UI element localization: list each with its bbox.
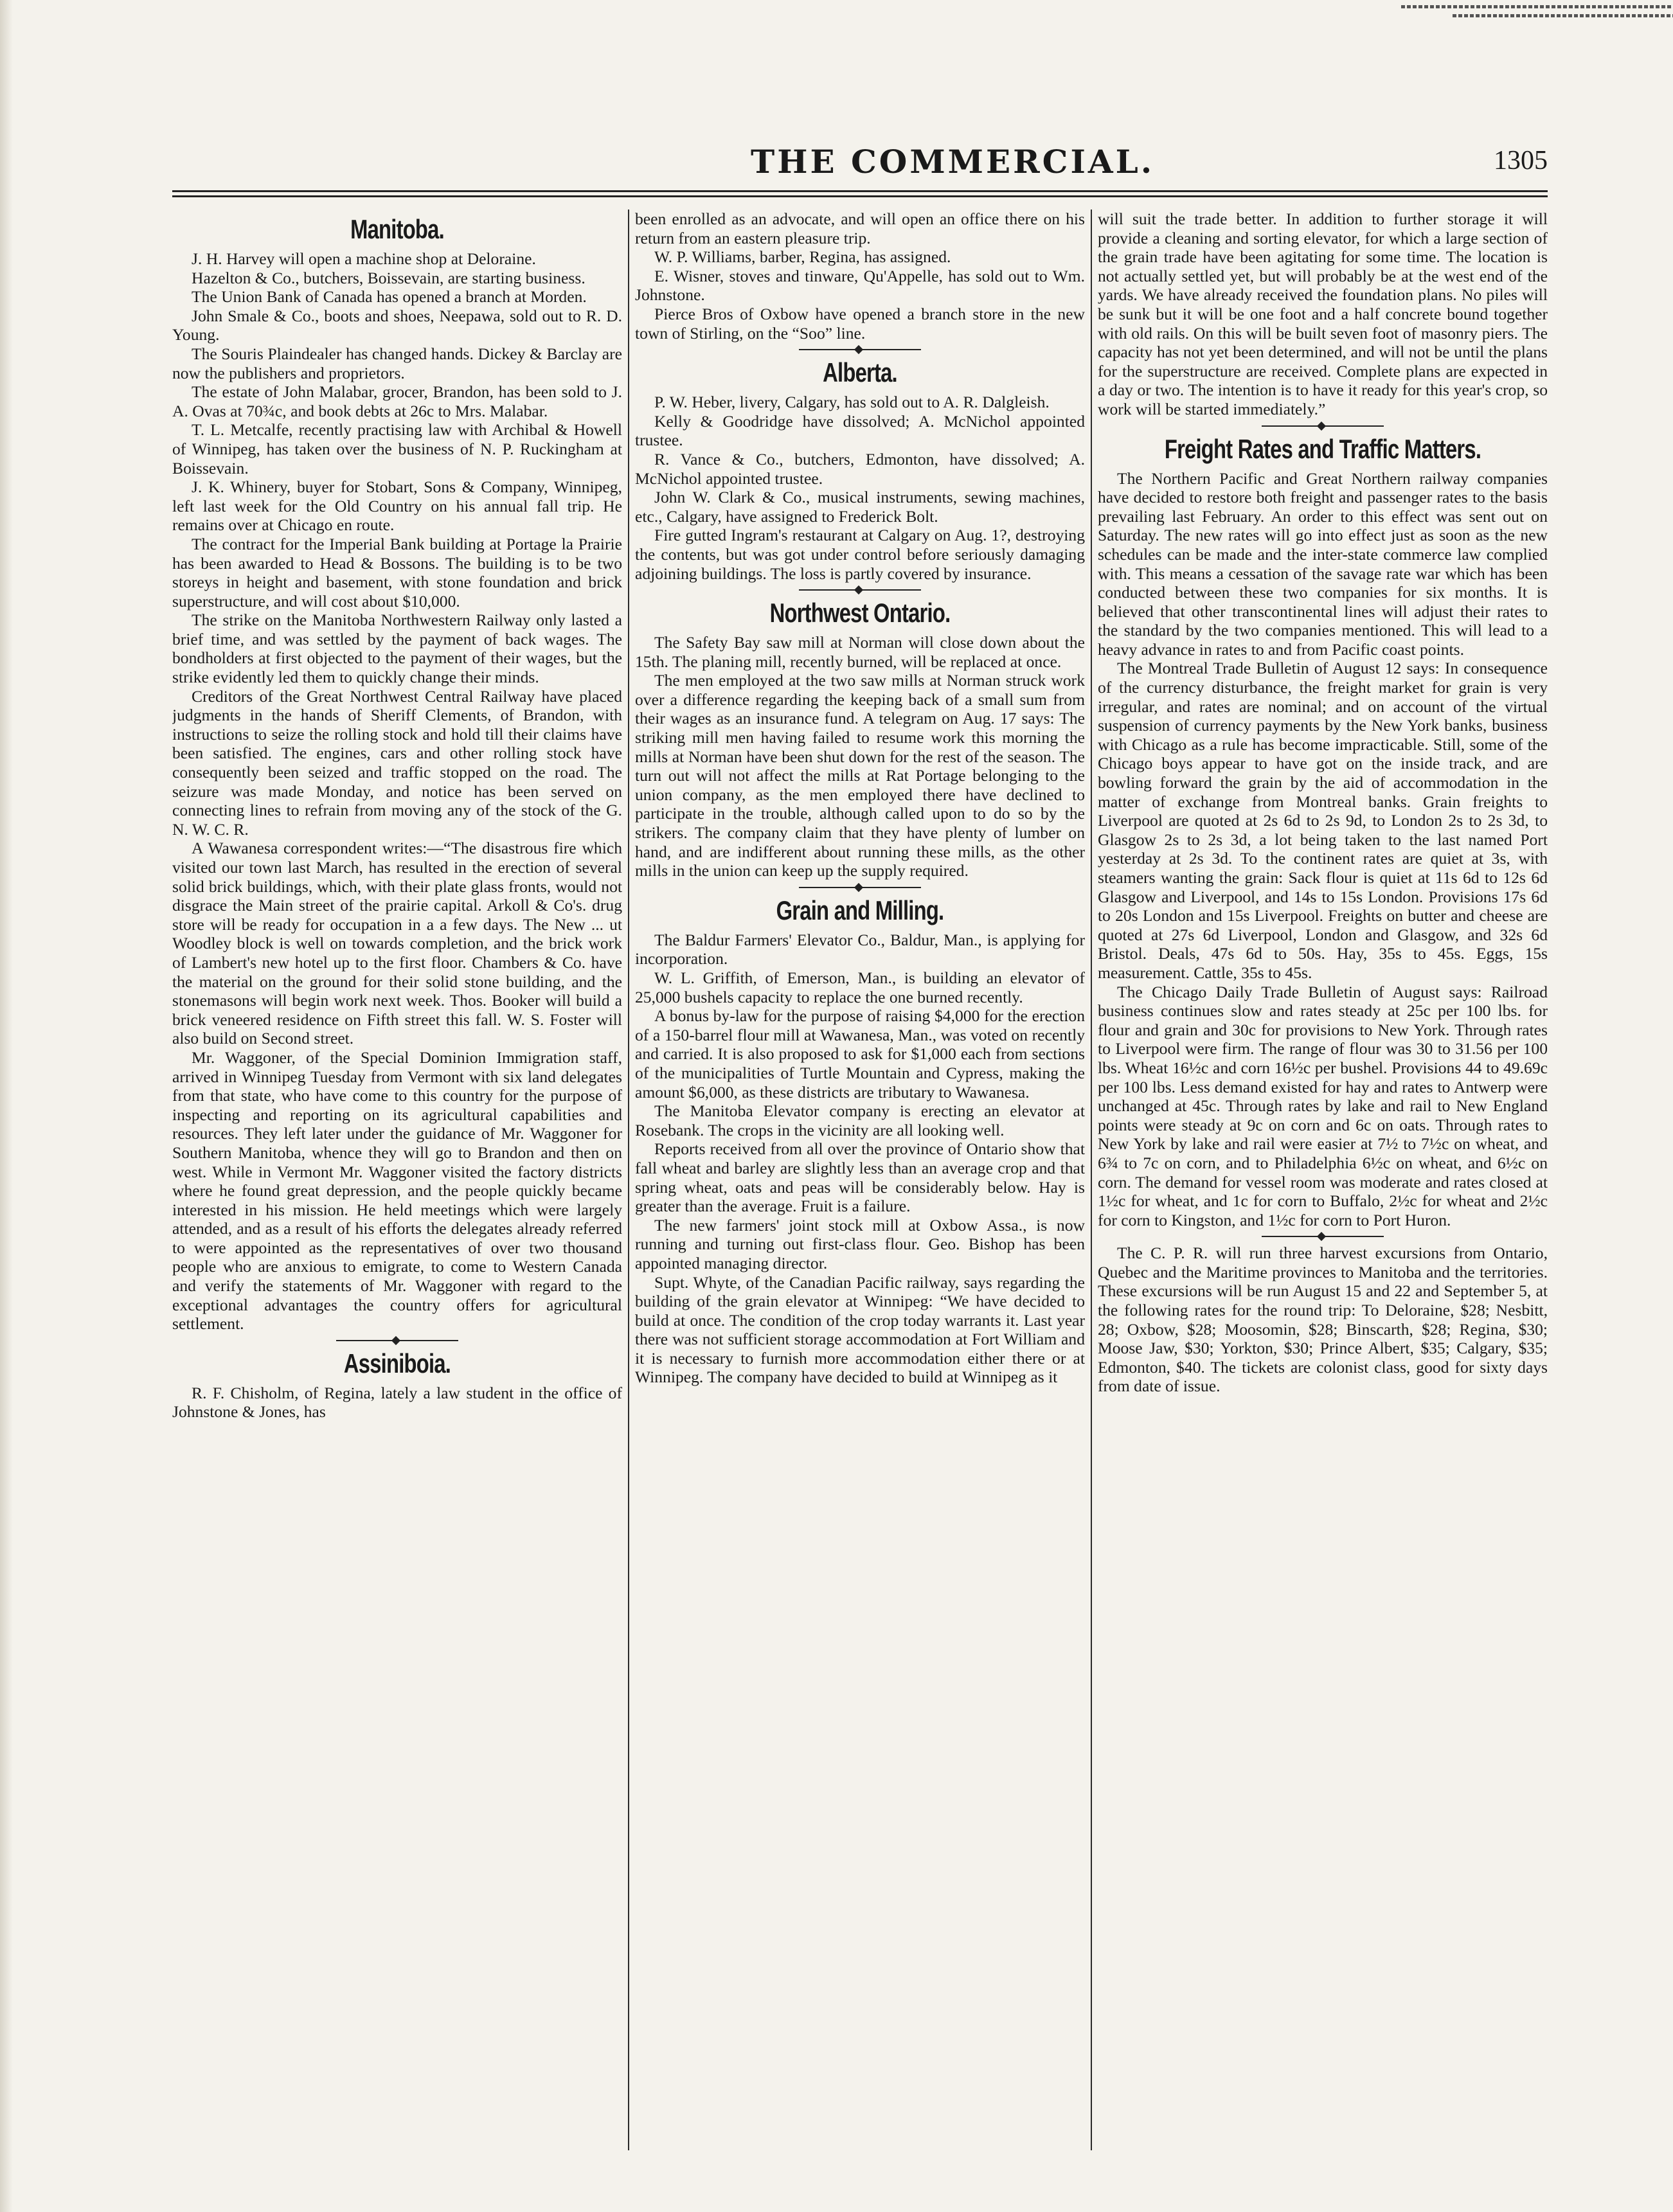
news-item: The men employed at the two saw mills at Norman struck work over a difference regarding the keeping back of a small sum from their wages as an insurance fund. A telegram on Aug. 17 says: The striking mill men having failed to resume work this morning the mills at Norman have been shut down for the rest of the season. The turn out will not affect the mills at Rat Portage belonging to the union company, as the men employed there have declined to participate in the trouble, although called upon to do so by the strikers. The company claim that they have plenty of lumber on hand, and are indifferent about running these mills, as the other mills in the union can keep up the supply required.	[635, 671, 1085, 880]
news-item: A bonus by-law for the purpose of raising $4,000 for the erection of a 150-barrel flour mill at Wawanesa, Man., was voted on recently and carried. It is also proposed to ask for $1,000 each from sections of the municipalities of Turtle Mountain and Cypress, making the amount $6,000, as these districts are tributary to Wawanesa.	[635, 1006, 1085, 1102]
news-item: Kelly & Goodridge have dissolved; A. McNichol appointed trustee.	[635, 411, 1085, 450]
section-heading-alberta: Alberta.	[823, 357, 897, 388]
news-item: P. W. Heber, livery, Calgary, has sold out to A. R. Dalgleish.	[654, 393, 1050, 412]
section-separator	[799, 887, 921, 888]
news-item: The Safety Bay saw mill at Norman will close down about the 15th. The planing mill, recently burned, will be replaced at once.	[635, 633, 1085, 671]
news-item: The Baldur Farmers' Elevator Co., Baldur, Man., is applying for incorporation.	[635, 930, 1085, 968]
news-item: R. F. Chisholm, of Regina, lately a law student in the office of Johnstone & Jones, has	[172, 1383, 622, 1422]
column-2	[635, 210, 1085, 2150]
news-item: will suit the trade better. In addition to further storage it will provide a cleaning and sorting elevator, for which a large section of the grain trade have been agitating for some time. The location is not actually settled yet, but will probably be at the west end of the yards. We have already received the foundation plans. No piles will be sunk but it will be one foot and a half concrete bound together with old rails. On this will be built seven foot of masonry piers. The capacity has not yet been determined, and will not be until the plans for the superstructure are received. Complete plans are expected in a day or two. The intention is to have it ready for this year's crop, so work will be started immediately.”	[1098, 210, 1548, 418]
news-item: The Souris Plaindealer has changed hands. Dickey & Barclay are now the publishers and proprietors.	[172, 344, 622, 382]
section-separator	[799, 589, 921, 591]
section-separator	[799, 349, 921, 350]
section-heading-northwest-ontario: Northwest Ontario.	[769, 598, 951, 629]
news-item: J. K. Whinery, buyer for Stobart, Sons & Company, Winnipeg, left last week for the Old Country on his annual fall trip. He remains over at Chicago en route.	[172, 477, 622, 535]
page-number: 1305	[1494, 146, 1548, 175]
section-separator	[1262, 425, 1384, 427]
column-divider	[628, 210, 629, 2150]
header-rule	[172, 190, 1548, 197]
news-item: The Northern Pacific and Great Northern railway companies have decided to restore both freight and passenger rates to the basis prevailing last February. An order to this effect was sent out on Saturday. The new rates will go into effect just as soon as the new schedules can be made and the inter-state commerce law complied with. This means a cessation of the savage rate war which has been conducted between these two companies for six months. It is believed that other transcontinental lines will adjust their rates to the standard by the two companies mentioned. This will lead to a heavy advance in rates to and from Pacific coast points.	[1098, 468, 1548, 659]
news-item: The estate of John Malabar, grocer, Brandon, has been sold to J. A. Ovas at 70¾c, and book debts at 26c to Mrs. Malabar.	[172, 382, 622, 420]
article-columns	[172, 210, 1548, 2150]
news-item: The contract for the Imperial Bank building at Portage la Prairie has been awarded to Head & Bossons. The building is to be two storeys in height and basement, with stone foundation and brick superstructure, and will cost about $10,000.	[172, 534, 622, 611]
news-item: John W. Clark & Co., musical instruments, sewing machines, etc., Calgary, have assigned to Frederick Bolt.	[635, 488, 1085, 526]
column-divider	[1091, 210, 1092, 2150]
news-item: Fire gutted Ingram's restaurant at Calgary on Aug. 1?, destroying the contents, but was got under control before seriously damaging adjoining buildings. The loss is partly covered by insurance.	[635, 526, 1085, 583]
section-heading-manitoba: Manitoba.	[350, 214, 444, 244]
news-item: The new farmers' joint stock mill at Oxbow Assa., is now running and turning out first-class flour. Geo. Bishop has been appointed managing director.	[635, 1215, 1085, 1272]
news-item: Reports received from all over the province of Ontario show that fall wheat and barley are slightly less than an average crop and that spring wheat, oats and peas will be considerably below. Hay is greater than the average. Fruit is a failure.	[635, 1139, 1085, 1216]
news-item: Pierce Bros of Oxbow have opened a branch store in the new town of Stirling, on the “Soo” line.	[635, 304, 1085, 343]
section-separator	[1262, 1236, 1384, 1237]
news-item: The C. P. R. will run three harvest excursions from Ontario, Quebec and the Maritime provinces to Manitoba and the territories. These excursions will be run August 15 and 22 and September 5, at the following rates for the round trip: To Deloraine, $28; Nesbitt, 28; Oxbow, $28; Moosomin, $28; Binscarth, $28; Regina, $30; Moose Jaw, $30; Yorkton, $30; Prince Albert, $35; Calgary, $35; Edmonton, $40. The tickets are colonist class, good for sixty days from date of issue.	[1098, 1244, 1548, 1396]
column-3	[1098, 210, 1548, 2150]
newspaper-title: THE COMMERCIAL.	[751, 143, 1155, 181]
section-heading-assiniboia: Assiniboia.	[343, 1348, 451, 1378]
news-item: W. P. Williams, barber, Regina, has assigned.	[654, 247, 951, 267]
news-item: The strike on the Manitoba Northwestern Railway only lasted a brief time, and was settled by the payment of back wages. The bondholders at first objected to the payment of their wages, but the strike evidently led them to quickly change their minds.	[172, 611, 622, 687]
news-item: Creditors of the Great Northwest Central Railway have placed judgments in the hands of Sheriff Clements, of Brandon, with instructions to seize the rolling stock and hold till their claims have been satisfied. The engines, cars and other rolling stock have consequently been seized and traffic stopped on the road. The seizure was made Monday, and notice has been served on connecting lines to refrain from moving any of the stock of the G. N. W. C. R.	[172, 686, 622, 839]
news-item: W. L. Griffith, of Emerson, Man., is building an elevator of 25,000 bushels capacity to replace the one burned recently.	[635, 968, 1085, 1006]
news-item: Hazelton & Co., butchers, Boissevain, are starting business.	[192, 268, 586, 287]
column-1	[172, 210, 622, 2150]
page-edge	[0, 0, 13, 2212]
news-item: John Smale & Co., boots and shoes, Neepawa, sold out to R. D. Young.	[172, 306, 622, 344]
news-item: The Manitoba Elevator company is erecting an elevator at Rosebank. The crops in the vicinity are all looking well.	[635, 1102, 1085, 1139]
section-heading-grain-milling: Grain and Milling.	[776, 895, 944, 925]
news-item: T. L. Metcalfe, recently practising law with Archibal & Howell of Winnipeg, has taken over the business of N. P. Ruckingham at Boissevain.	[172, 420, 622, 477]
section-separator	[336, 1340, 458, 1341]
news-item: R. Vance & Co., butchers, Edmonton, have dissolved; A. McNichol appointed trustee.	[635, 449, 1085, 488]
masthead	[172, 143, 1548, 181]
news-item: A Wawanesa correspondent writes:—“The disastrous fire which visited our town last March, has resulted in the erection of several solid brick buildings, which, with their plate glass fronts, would not disgrace the Main street of the prairie capital. Arkoll & Co's. drug store will be ready for occupation in a a few days. The New ... ut Woodley block is well on towards completion, and the brick work of Lambert's new hotel up to the first floor. Chambers & Co. have the material on the ground for their solid stone building, and the stonemasons will begin work next week. Thos. Booker will build a brick veneered residence on Fifth street this fall. W. S. Foster will also build on Second street.	[172, 839, 622, 1048]
news-item: Supt. Whyte, of the Canadian Pacific railway, says regarding the building of the grain elevator at Winnipeg: “We have decided to build at once. The condition of the crop today warrants it. Last year there was not sufficient storage accommodation at Fort William and it is necessary to furnish more accommodation either there or at Winnipeg. The company have decided to build at Winnipeg as it	[635, 1272, 1085, 1387]
top-rule-fragment	[1401, 5, 1673, 8]
news-item: E. Wisner, stoves and tinware, Qu'Appelle, has sold out to Wm. Johnstone.	[635, 266, 1085, 305]
news-item: The Chicago Daily Trade Bulletin of August says: Railroad business continues slow and rates steady at 25c per 100 lbs. for flour and grain and 30c for provisions to New York. Through rates to Liverpool were firm. The range of flour was 30 to 31.56 per 100 lbs. Wheat 16½c and corn 16½c per bushel. Provisions 44 to 49.69c per 100 lbs. Less demand existed for hay and rates to Antwerp were unchanged at 45c. Through rates by lake and rail to New England points were steady at 9c on corn and 6c on oats. Through rates to New York by lake and rail were easier at 7½ to 7½c on wheat, and 6¾ to 7c on corn, and to Philadelphia 6½c on wheat, and 6½c on corn. The demand for vessel room was moderate and rates closed at 1½c for wheat, and 1c for corn to Buffalo, 2½c for wheat and 2½c for corn to Kingston, and 1½c for corn to Port Huron.	[1098, 982, 1548, 1229]
news-item: The Montreal Trade Bulletin of August 12 says: In consequence of the currency disturbance, the freight market for grain is very irregular, and rates are nominal; and on account of the virtual suspension of currency payments by the New York banks, business with Chicago as a rule has become impracticable. Still, some of the Chicago boys appear to have got on the inside track, and are bowling forward the grain by the aid of accommodation in the matter of exchange from Montreal banks. Grain freights to Liverpool are quoted at 2s 6d to 2s 9d, to London 2s to 2s 3d, to Glasgow 2s to 2s 3d, a lot being taken to the last named Port yesterday at 2s 3d. To the continent rates are quiet at 3s, with steamers wanting the grain: Sack flour is quiet at 11s 6d to 12s 6d Glasgow and Liverpool, and 14s to 15s London. Provisions 17s 6d to 20s London and 15s Liverpool. Freights on butter and cheese are quoted at 27s 6d Liverpool, London and Glasgow, and 32s 6d Bristol. Deals, 47s 6d to 50s. Hay, 35s to 45s. Eggs, 15s measurement. Cattle, 35s to 45s.	[1098, 659, 1548, 982]
top-rule-fragment-2	[1453, 14, 1673, 17]
news-item: The Union Bank of Canada has opened a branch at Morden.	[192, 287, 587, 307]
news-item: been enrolled as an advocate, and will open an office there on his return from an eastern pleasure trip.	[635, 210, 1085, 247]
news-item: Mr. Waggoner, of the Special Dominion Immigration staff, arrived in Winnipeg Tuesday from Vermont with six land delegates from that state, who have come to this country for the purpose of inspecting and reporting on its agricultural capabilities and resources. They left later under the guidance of Mr. Waggoner for Southern Manitoba, whence they will go to Brandon and then on west. While in Vermont Mr. Waggoner visited the factory districts where he found great depression, and the people quickly became interested in his mission. He held meetings which were largely attended, and as a result of his efforts the delegates already referred to were appointed as the representatives of over two thousand people who are anxious to emigrate, to come to Western Canada and verify the statements of Mr. Waggoner with regard to the exceptional advantages the country offers for agricultural settlement.	[172, 1048, 622, 1333]
section-heading-freight-rates: Freight Rates and Traffic Matters.	[1164, 433, 1481, 464]
news-item: J. H. Harvey will open a machine shop at Deloraine.	[192, 249, 536, 268]
